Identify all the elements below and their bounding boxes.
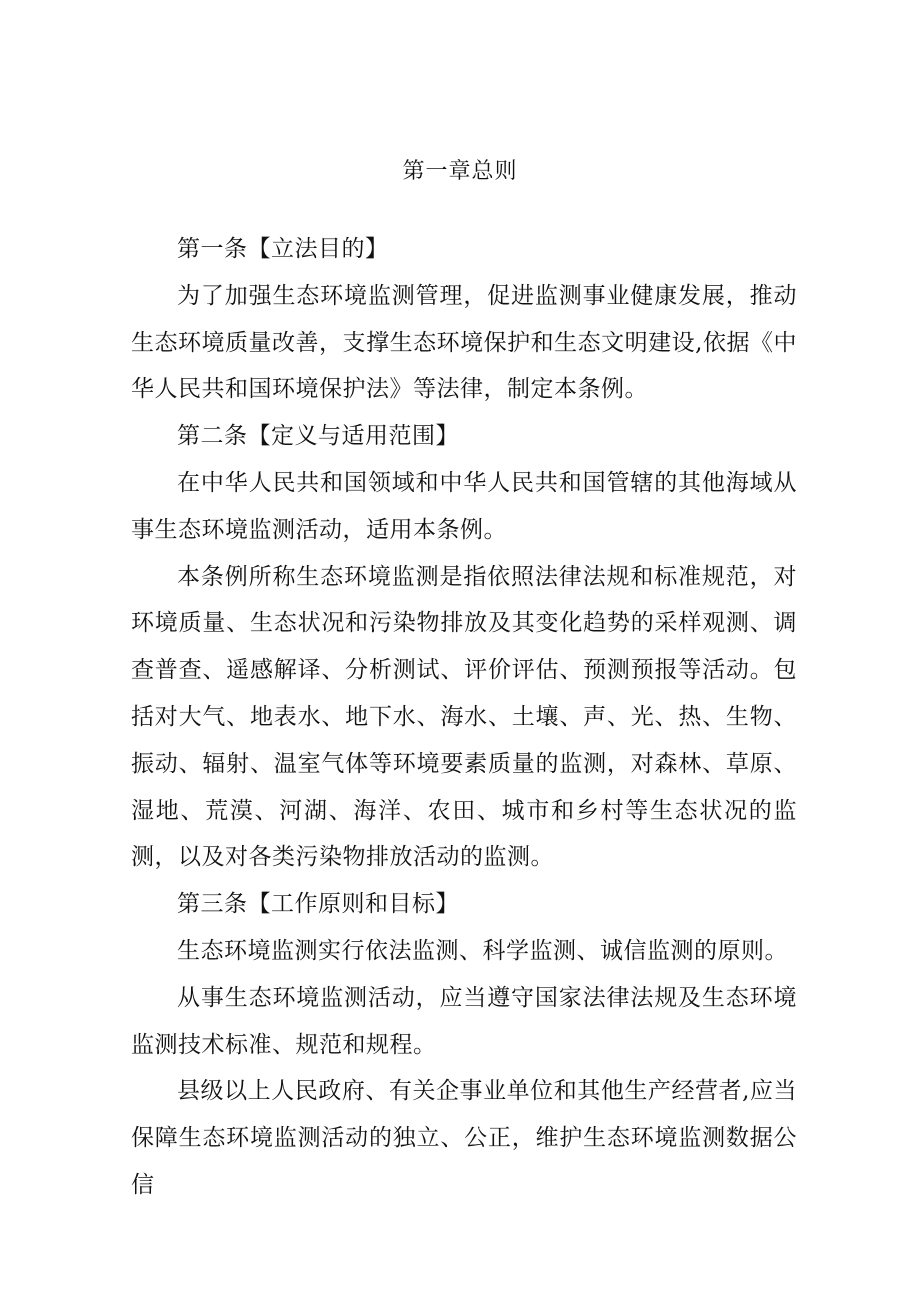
article-3-paragraph-3: 县级以上人民政府、有关企事业单位和其他生产经营者,应当保障生态环境监测活动的独立、公正，维护生态环境监测数据公信 [131,1078,797,1198]
chapter-title: 第一章总则 [402,159,518,184]
article-1-heading: 第一条【立法目的】 [177,236,389,262]
document-body [131,226,797,1209]
article-3-paragraph-2: 从事生态环境监测活动，应当遵守国家法律法规及生态环境监测技术标准、规范和规程。 [131,984,797,1058]
article-3-heading: 第三条【工作原则和目标】 [177,891,459,918]
article-2-paragraph-2: 本条例所称生态环境监测是指依照法律法规和标准规范，对环境质量、生态状况和污染物排放及其变化趋势的采样观测、调查普查、遥感解译、分析测试、评价评估、预测预报等活动。包括对大气、地表水、地下水、海水、土壤、声、光、热、生物、振动、辐射、温室气体等环境要素质量的监测，对森林、草原、湿地、荒漠、河湖、海洋、农田、城市和乡村等生态状况的监测，以及对各类污染物排放活动的监测。 [131,563,797,871]
article-2-paragraph-1: 在中华人民共和国领域和中华人民共和国管辖的其他海域从事生态环境监测活动，适用本条例。 [131,469,797,543]
article-3-paragraph-1: 生态环境监测实行依法监测、科学监测、诚信监测的原则。 [177,937,788,964]
article-1-paragraph: 为了加强生态环境监测管理，促进监测事业健康发展，推动生态环境质量改善，支撑生态环境保护和生态文明建设,依据《中华人民共和国环境保护法》等法律，制定本条例。 [131,282,797,403]
article-2-heading: 第二条【定义与适用范围】 [177,423,459,450]
